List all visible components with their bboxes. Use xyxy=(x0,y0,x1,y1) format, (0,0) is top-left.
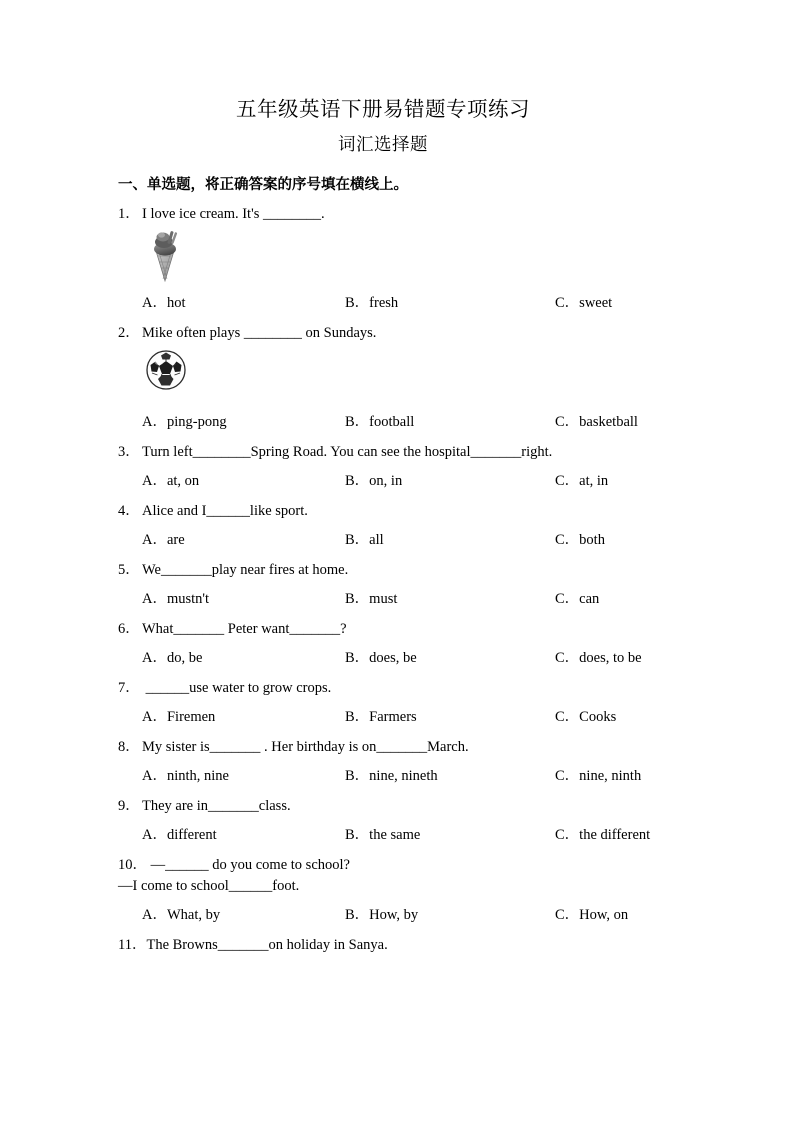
page-content xyxy=(118,0,651,956)
question-3 xyxy=(118,442,648,492)
question-9-number: 9． xyxy=(118,798,140,814)
page-title: 五年级英语下册易错题专项练习 xyxy=(236,97,530,121)
question-3-text xyxy=(118,442,648,463)
question-8-options xyxy=(118,765,648,787)
ice-cream-cone-image xyxy=(144,229,648,285)
question-1 xyxy=(118,204,648,314)
option-a[interactable]: A．Firemen xyxy=(142,709,216,725)
question-8-number: 8． xyxy=(118,739,140,755)
option-a[interactable]: A．at, on xyxy=(142,473,200,489)
question-1-body: I love ice cream. It's ________. xyxy=(142,206,325,222)
option-a[interactable]: A．are xyxy=(142,532,185,548)
question-2 xyxy=(118,323,648,433)
question-7-number: 7． xyxy=(118,680,140,696)
question-4-number: 4． xyxy=(118,503,140,519)
question-6 xyxy=(118,619,648,669)
question-1-number: 1． xyxy=(118,206,140,222)
question-1-options xyxy=(118,292,648,314)
question-11-number: 11． xyxy=(118,937,147,953)
option-c[interactable]: C．nine, ninth xyxy=(555,768,642,784)
page-subtitle: 词汇选择题 xyxy=(338,135,428,155)
question-6-text xyxy=(118,619,648,640)
question-2-number: 2． xyxy=(118,325,140,341)
question-4 xyxy=(118,501,648,551)
question-3-number: 3． xyxy=(118,444,140,460)
option-a[interactable]: A．What, by xyxy=(142,907,221,923)
question-8 xyxy=(118,737,648,787)
question-4-options xyxy=(118,529,648,551)
option-c[interactable]: C．Cooks xyxy=(555,709,617,725)
soccer-ball-image xyxy=(144,348,648,404)
option-c[interactable]: C．the different xyxy=(555,827,651,843)
question-7 xyxy=(118,678,648,728)
question-9-body: They are in_______class. xyxy=(142,798,291,814)
question-8-body: My sister is_______ . Her birthday is on_______March. xyxy=(142,739,469,755)
question-4-text xyxy=(118,501,648,522)
question-11 xyxy=(118,935,648,956)
option-c[interactable]: C．does, to be xyxy=(555,650,642,666)
option-b[interactable]: B．How, by xyxy=(345,907,419,923)
question-10-answer-line: —I come to school______foot. xyxy=(118,878,300,894)
option-b[interactable]: B．on, in xyxy=(345,473,403,489)
question-1-text xyxy=(118,204,648,225)
question-9-text xyxy=(118,796,648,817)
option-a[interactable]: A．ping-pong xyxy=(142,414,227,430)
question-10-body: —______ do you come to school? xyxy=(147,857,350,873)
question-5-text xyxy=(118,560,648,581)
question-9-options xyxy=(118,824,651,846)
option-c[interactable]: C．both xyxy=(555,532,605,548)
question-10-text xyxy=(118,855,648,876)
option-b[interactable]: B．Farmers xyxy=(345,709,417,725)
section-heading: 一、单选题，将正确答案的序号填在横线上。 xyxy=(118,177,408,193)
question-7-text xyxy=(118,678,648,699)
option-a[interactable]: A．different xyxy=(142,827,217,843)
question-4-body: Alice and I______like sport. xyxy=(142,503,308,519)
option-c[interactable]: C．at, in xyxy=(555,473,609,489)
question-11-body: The Browns_______on holiday in Sanya. xyxy=(146,937,388,953)
option-b[interactable]: B．fresh xyxy=(345,295,399,311)
option-a[interactable]: A．mustn't xyxy=(142,591,210,607)
question-2-body: Mike often plays ________ on Sundays. xyxy=(142,325,377,341)
option-b[interactable]: B．all xyxy=(345,532,384,548)
question-11-text xyxy=(118,935,648,956)
question-2-text xyxy=(118,323,648,344)
option-b[interactable]: B．does, be xyxy=(345,650,417,666)
option-c[interactable]: C．can xyxy=(555,591,600,607)
option-b[interactable]: B．the same xyxy=(345,827,421,843)
question-10 xyxy=(118,855,648,926)
question-2-options xyxy=(118,411,648,433)
question-10-options xyxy=(118,904,648,926)
question-7-options xyxy=(118,706,648,728)
question-6-body: What_______ Peter want_______? xyxy=(142,621,347,637)
question-9 xyxy=(118,796,651,846)
question-6-number: 6． xyxy=(118,621,140,637)
option-b[interactable]: B．nine, nineth xyxy=(345,768,438,784)
question-5-number: 5． xyxy=(118,562,140,578)
option-c[interactable]: C．sweet xyxy=(555,295,613,311)
question-5-options xyxy=(118,588,648,610)
question-10-number: 10． xyxy=(118,857,147,873)
question-5 xyxy=(118,560,648,610)
question-5-body: We_______play near fires at home. xyxy=(142,562,349,578)
option-a[interactable]: A．do, be xyxy=(142,650,203,666)
option-b[interactable]: B．must xyxy=(345,591,398,607)
option-c[interactable]: C．How, on xyxy=(555,907,629,923)
question-7-body: ______use water to grow crops. xyxy=(142,680,332,696)
question-3-options xyxy=(118,470,648,492)
option-a[interactable]: A．hot xyxy=(142,295,186,311)
question-8-text xyxy=(118,737,648,758)
option-c[interactable]: C．basketball xyxy=(555,414,638,430)
question-6-options xyxy=(118,647,648,669)
option-a[interactable]: A．ninth, nine xyxy=(142,768,229,784)
option-b[interactable]: B．football xyxy=(345,414,415,430)
question-3-body: Turn left________Spring Road. You can see the hospital_______right. xyxy=(142,444,553,460)
